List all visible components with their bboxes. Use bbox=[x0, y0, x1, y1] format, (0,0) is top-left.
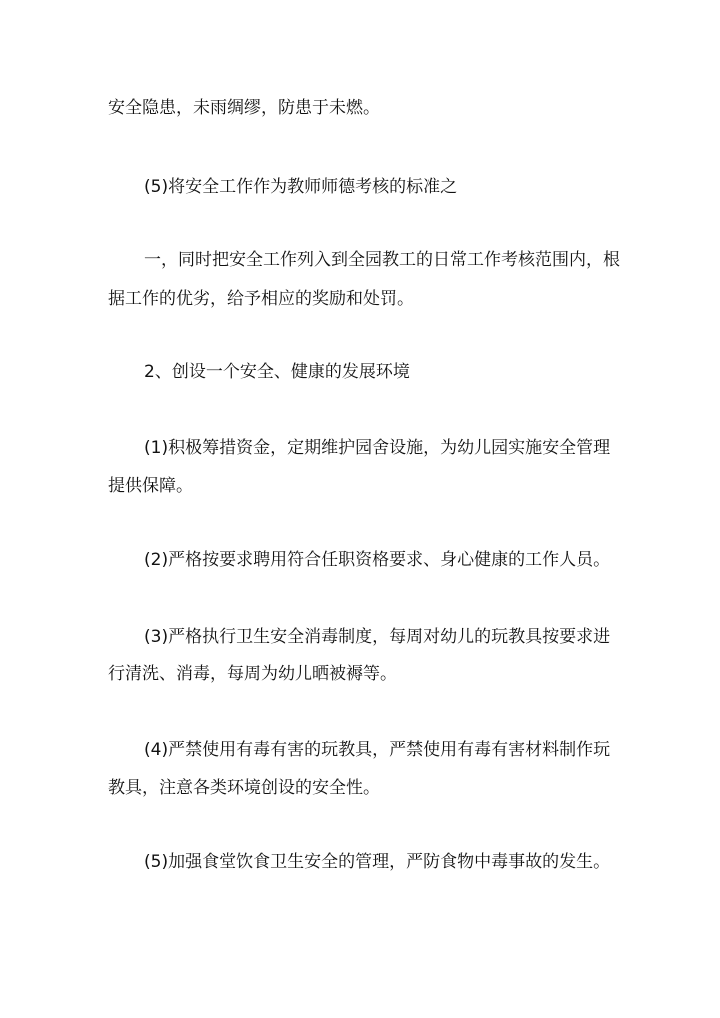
text-line-1: 安全隐患，未雨绸缪，防患于未燃。 bbox=[108, 98, 380, 118]
text-line-9: (3)严格执行卫生安全消毒制度，每周对幼儿的玩教具按要求进 bbox=[144, 627, 611, 647]
text-line-13: (5)加强食堂饮食卫生安全的管理，严防食物中毒事故的发生。 bbox=[144, 852, 611, 872]
section-heading-2: 2、创设一个安全、健康的发展环境 bbox=[144, 362, 410, 382]
text-line-7: 提供保障。 bbox=[108, 476, 193, 496]
text-line-11: (4)严禁使用有毒有害的玩教具，严禁使用有毒有害材料制作玩 bbox=[144, 740, 611, 760]
text-line-8: (2)严格按要求聘用符合任职资格要求、身心健康的工作人员。 bbox=[144, 550, 611, 570]
text-line-4: 据工作的优劣，给予相应的奖励和处罚。 bbox=[108, 289, 414, 309]
text-line-12: 教具，注意各类环境创设的安全性。 bbox=[108, 778, 380, 798]
text-line-2: (5)将安全工作作为教师师德考核的标准之 bbox=[144, 177, 458, 197]
text-line-6: (1)积极筹措资金，定期维护园舍设施，为幼儿园实施安全管理 bbox=[144, 438, 611, 458]
text-line-3: 一，同时把安全工作列入到全园教工的日常工作考核范围内，根 bbox=[144, 250, 620, 270]
text-line-10: 行清洗、消毒，每周为幼儿晒被褥等。 bbox=[108, 664, 397, 684]
